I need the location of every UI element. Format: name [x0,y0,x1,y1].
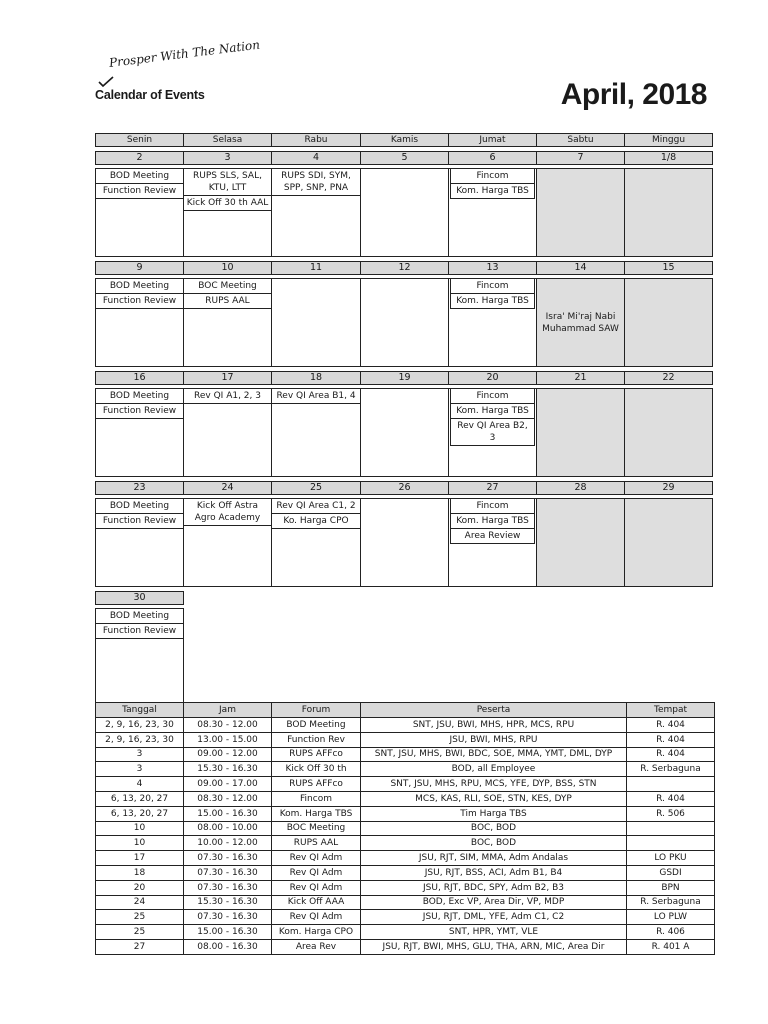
day-cell [448,388,537,477]
calendar-event: Kick Off 30 th AAL [184,196,271,211]
table-row [96,836,715,851]
day-cell [95,608,184,708]
calendar-event: RUPS AAL [184,294,271,309]
cell-jam: 13.00 - 15.00 [184,732,272,747]
day-cell [95,168,184,257]
schedule-table [95,702,715,955]
cell-forum: Rev QI Adm [272,851,361,866]
calendar-event: Fincom [450,499,535,514]
table-row [96,865,715,880]
cell-tanggal: 2, 9, 16, 23, 30 [96,718,184,733]
cell-jam: 09.00 - 17.00 [184,777,272,792]
weekday-label: Rabu [271,133,361,147]
day-cell [536,388,625,477]
cell-tanggal: 24 [96,895,184,910]
cell-tempat [627,777,715,792]
calendar-event: Kick Off Astra Agro Academy [184,499,271,526]
calendar-event: Kom. Harga TBS [450,404,535,419]
day-cell [95,388,184,477]
table-row [96,910,715,925]
month-title: April, 2018 [560,78,707,111]
day-number: 9 [95,261,184,275]
day-number: 21 [536,371,625,385]
weekday-label: Jumat [448,133,537,147]
calendar-event: Kom. Harga TBS [450,294,535,309]
day-number-row [95,261,714,274]
cell-peserta: SNT, JSU, MHS, BWI, BDC, SOE, MMA, YMT, DML, DYP [361,747,627,762]
cell-jam: 15.00 - 16.30 [184,806,272,821]
cell-forum: RUPS AFFco [272,747,361,762]
day-cell [448,498,537,587]
calendar-event: Fincom [450,389,535,404]
table-row [96,880,715,895]
calendar-event: Function Review [96,624,183,639]
column-header-peserta: Peserta [361,703,627,718]
cell-peserta: BOC, BOD [361,836,627,851]
cell-tanggal: 20 [96,880,184,895]
day-events-row [95,388,714,476]
cell-tanggal: 6, 13, 20, 27 [96,791,184,806]
day-number: 19 [360,371,449,385]
calendar-event: Rev QI A1, 2, 3 [184,389,271,404]
table-row [96,895,715,910]
column-header-forum: Forum [272,703,361,718]
cell-forum: Kom. Harga CPO [272,925,361,940]
calendar-grid [95,133,714,712]
day-number: 25 [271,481,361,495]
day-number: 10 [183,261,272,275]
day-number-row [95,591,714,604]
day-number: 16 [95,371,184,385]
calendar-event: Kom. Harga TBS [450,184,535,199]
day-cell [95,278,184,367]
calendar-event: Function Review [96,184,183,199]
cell-peserta: JSU, BWI, MHS, RPU [361,732,627,747]
cell-forum: Function Rev [272,732,361,747]
day-cell [183,168,272,257]
cell-tempat [627,821,715,836]
table-row [96,747,715,762]
calendar-event: BOD Meeting [96,169,183,184]
calendar-event: Function Review [96,514,183,529]
cell-peserta: SNT, HPR, YMT, VLE [361,925,627,940]
day-events-row [95,168,714,256]
day-number: 17 [183,371,272,385]
day-cell [183,278,272,367]
day-events-row [95,498,714,586]
calendar-event: Function Review [96,404,183,419]
table-row [96,851,715,866]
cell-tanggal: 2, 9, 16, 23, 30 [96,732,184,747]
day-cell [360,498,449,587]
cell-tanggal: 25 [96,925,184,940]
cell-peserta: BOD, all Employee [361,762,627,777]
day-cell [448,168,537,257]
day-cell [448,278,537,367]
day-number: 22 [624,371,713,385]
day-number: 24 [183,481,272,495]
day-cell [271,278,361,367]
table-row [96,732,715,747]
cell-tempat: R. Serbaguna [627,895,715,910]
cell-jam: 15.00 - 16.30 [184,925,272,940]
cell-tanggal: 3 [96,762,184,777]
day-cell [360,388,449,477]
calendar-event: BOD Meeting [96,609,183,624]
calendar-weeks [95,151,714,712]
weekday-label: Senin [95,133,184,147]
calendar-event: BOD Meeting [96,499,183,514]
calendar-event: Isra' Mi'raj Nabi Muhammad SAW [542,311,619,334]
day-cell [624,388,713,477]
table-row [96,718,715,733]
weekday-label: Selasa [183,133,272,147]
cell-forum: Kom. Harga TBS [272,806,361,821]
day-cell [95,498,184,587]
cell-tanggal: 17 [96,851,184,866]
cell-tanggal: 18 [96,865,184,880]
cell-tempat: BPN [627,880,715,895]
day-number: 2 [95,151,184,165]
weekday-header-row [95,133,714,146]
weekday-label: Minggu [624,133,713,147]
cell-tempat: R. 404 [627,747,715,762]
cell-jam: 15.30 - 16.30 [184,895,272,910]
cell-forum: BOD Meeting [272,718,361,733]
calendar-event: Rev QI Area B2, 3 [450,419,535,446]
day-cell [271,498,361,587]
day-number: 20 [448,371,537,385]
calendar-event: BOD Meeting [96,279,183,294]
cell-forum: Kick Off AAA [272,895,361,910]
cell-jam: 07.30 - 16.30 [184,910,272,925]
table-row [96,925,715,940]
day-cell [360,278,449,367]
calendar-event: Rev QI Area C1, 2 [272,499,360,514]
calendar-event: RUPS SDI, SYM, SPP, SNP, PNA [272,169,360,196]
day-cell [536,168,625,257]
cell-forum: Rev QI Adm [272,910,361,925]
cell-peserta: JSU, RJT, SIM, MMA, Adm Andalas [361,851,627,866]
day-number: 18 [271,371,361,385]
day-cell [624,168,713,257]
day-number: 3 [183,151,272,165]
cell-peserta: SNT, JSU, MHS, RPU, MCS, YFE, DYP, BSS, STN [361,777,627,792]
column-header-tanggal: Tanggal [96,703,184,718]
day-number: 15 [624,261,713,275]
day-number: 12 [360,261,449,275]
day-cell [183,498,272,587]
table-row [96,939,715,954]
cell-tempat: R. Serbaguna [627,762,715,777]
table-row [96,791,715,806]
cell-jam: 08.00 - 10.00 [184,821,272,836]
day-cell [536,498,625,587]
cell-peserta: JSU, RJT, BWI, MHS, GLU, THA, ARN, MIC, Area Dir [361,939,627,954]
cell-peserta: JSU, RJT, BSS, ACI, Adm B1, B4 [361,865,627,880]
day-cell [271,388,361,477]
cell-peserta: Tim Harga TBS [361,806,627,821]
calendar-event: Ko. Harga CPO [272,514,360,529]
cell-peserta: SNT, JSU, BWI, MHS, HPR, MCS, RPU [361,718,627,733]
cell-tempat: LO PKU [627,851,715,866]
cell-tempat: R. 404 [627,732,715,747]
day-number: 11 [271,261,361,275]
day-events-row [95,608,714,707]
day-number: 13 [448,261,537,275]
cell-forum: BOC Meeting [272,821,361,836]
cell-jam: 15.30 - 16.30 [184,762,272,777]
day-events-row [95,278,714,366]
day-number: 5 [360,151,449,165]
day-number: 4 [271,151,361,165]
day-number: 28 [536,481,625,495]
table-row [96,806,715,821]
calendar-subtitle: Calendar of Events [95,88,205,102]
cell-jam: 09.00 - 12.00 [184,747,272,762]
day-number: 30 [95,591,184,605]
cell-tempat: R. 506 [627,806,715,821]
calendar-event: Kom. Harga TBS [450,514,535,529]
table-row [96,821,715,836]
calendar-event: BOD Meeting [96,389,183,404]
cell-peserta: MCS, KAS, RLI, SOE, STN, KES, DYP [361,791,627,806]
cell-tanggal: 3 [96,747,184,762]
cell-tanggal: 10 [96,821,184,836]
cell-forum: Rev QI Adm [272,865,361,880]
cell-tanggal: 4 [96,777,184,792]
column-header-jam: Jam [184,703,272,718]
day-number: 29 [624,481,713,495]
day-number: 23 [95,481,184,495]
calendar-event: Function Review [96,294,183,309]
calendar-event: BOC Meeting [184,279,271,294]
cell-tanggal: 10 [96,836,184,851]
cell-tanggal: 25 [96,910,184,925]
day-number-row [95,371,714,384]
day-number: 14 [536,261,625,275]
cell-jam: 07.30 - 16.30 [184,880,272,895]
weekday-label: Sabtu [536,133,625,147]
cell-tempat [627,836,715,851]
cell-tempat: R. 401 A [627,939,715,954]
cell-forum: RUPS AAL [272,836,361,851]
cell-peserta: BOC, BOD [361,821,627,836]
cell-tanggal: 6, 13, 20, 27 [96,806,184,821]
day-number: 6 [448,151,537,165]
cell-jam: 07.30 - 16.30 [184,865,272,880]
day-cell [536,278,625,367]
cell-forum: Rev QI Adm [272,880,361,895]
day-number: 7 [536,151,625,165]
calendar-event: Area Review [450,529,535,544]
calendar-event: Fincom [450,169,535,184]
cell-peserta: JSU, RJT, BDC, SPY, Adm B2, B3 [361,880,627,895]
checkmark-icon [98,76,114,88]
cell-jam: 08.00 - 16.30 [184,939,272,954]
day-number: 27 [448,481,537,495]
cell-tempat: GSDI [627,865,715,880]
cell-jam: 07.30 - 16.30 [184,851,272,866]
day-number: 26 [360,481,449,495]
tagline: Prosper With The Nation [108,37,261,70]
cell-jam: 08.30 - 12.00 [184,791,272,806]
cell-peserta: JSU, RJT, DML, YFE, Adm C1, C2 [361,910,627,925]
cell-tempat: LO PLW [627,910,715,925]
day-cell [624,278,713,367]
cell-tempat: R. 404 [627,718,715,733]
day-cell [183,388,272,477]
day-cell [624,498,713,587]
cell-peserta: BOD, Exc VP, Area Dir, VP, MDP [361,895,627,910]
cell-jam: 08.30 - 12.00 [184,718,272,733]
day-cell [360,168,449,257]
cell-forum: Area Rev [272,939,361,954]
schedule-header-row [96,703,715,718]
day-number-row [95,151,714,164]
cell-forum: RUPS AFFco [272,777,361,792]
calendar-event: Fincom [450,279,535,294]
weekday-label: Kamis [360,133,449,147]
cell-tanggal: 27 [96,939,184,954]
cell-forum: Kick Off 30 th [272,762,361,777]
day-number-row [95,481,714,494]
column-header-tempat: Tempat [627,703,715,718]
cell-tempat: R. 404 [627,791,715,806]
table-row [96,777,715,792]
day-cell [271,168,361,257]
table-row [96,762,715,777]
day-number: 1/8 [624,151,713,165]
cell-forum: Fincom [272,791,361,806]
cell-tempat: R. 406 [627,925,715,940]
calendar-event: RUPS SLS, SAL, KTU, LTT [184,169,271,196]
cell-jam: 10.00 - 12.00 [184,836,272,851]
calendar-event: Rev QI Area B1, 4 [272,389,360,404]
